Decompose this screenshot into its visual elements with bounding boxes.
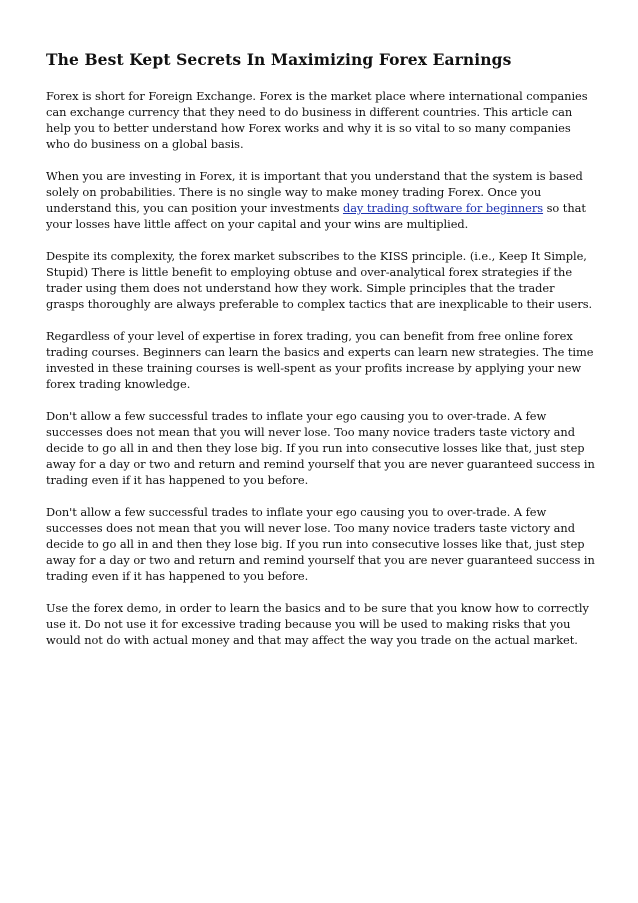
paragraph-7: Use the forex demo, in order to learn the basics and to be sure that you know how to correctly use it. Do not use it for excessive trading because you will be used to making risks that you would not do with actual money and that may affect the way you trade on the actual market. xyxy=(46,601,589,647)
paragraph-1: Forex is short for Foreign Exchange. Forex is the market place where international companies can exchange currency that they need to do business in different countries. This article can help you to better understand how Forex works and why it is so vital to so many companies who do business on a global basis. xyxy=(46,89,588,151)
paragraph-6: Don't allow a few successful trades to inflate your ego causing you to over-trade. A few successes does not mean that you will never lose. Too many novice traders taste victory and decide to go all in and then they lose big. If you run into consecutive losses like that, just step away for a day or two and return and remind yourself that you are never guaranteed success in trading even if it has happened to you before. xyxy=(46,505,595,583)
day-trading-software-link[interactable]: day trading software for beginners xyxy=(342,201,544,215)
paragraph-5: Don't allow a few successful trades to inflate your ego causing you to over-trade. A few successes does not mean that you will never lose. Too many novice traders taste victory and decide to go all in and then they lose big. If you run into consecutive losses like that, just step away for a day or two and return and remind yourself that you are never guaranteed success in trading even if it has happened to you before. xyxy=(46,409,595,487)
paragraph-2 xyxy=(46,168,596,232)
paragraph-4: Regardless of your level of expertise in forex trading, you can benefit from free online forex trading courses. Beginners can learn the basics and experts can learn new strategies. The time invested in these training courses is well-spent as your profits increase by applying your new forex trading knowledge. xyxy=(46,329,594,391)
paragraph-3: Despite its complexity, the forex market subscribes to the KISS principle. (i.e., Keep It Simple, Stupid) There is little benefit to employing obtuse and over-analytical forex strategies if the trader using them does not understand how they work. Simple principles that the trader grasps thoroughly are always preferable to complex tactics that are inexplicable to their users. xyxy=(46,249,593,311)
paragraph-2-text-after: so that your losses have little affect on your capital and your wins are multiplied. xyxy=(46,201,586,231)
page-title: The Best Kept Secrets In Maximizing Forex Earnings xyxy=(46,50,512,69)
paragraph-2-text-before: When you are investing in Forex, it is important that you understand that the system is based solely on probabilities. There is no single way to make money trading Forex. Once you understand this, you can position your investments xyxy=(46,169,583,215)
